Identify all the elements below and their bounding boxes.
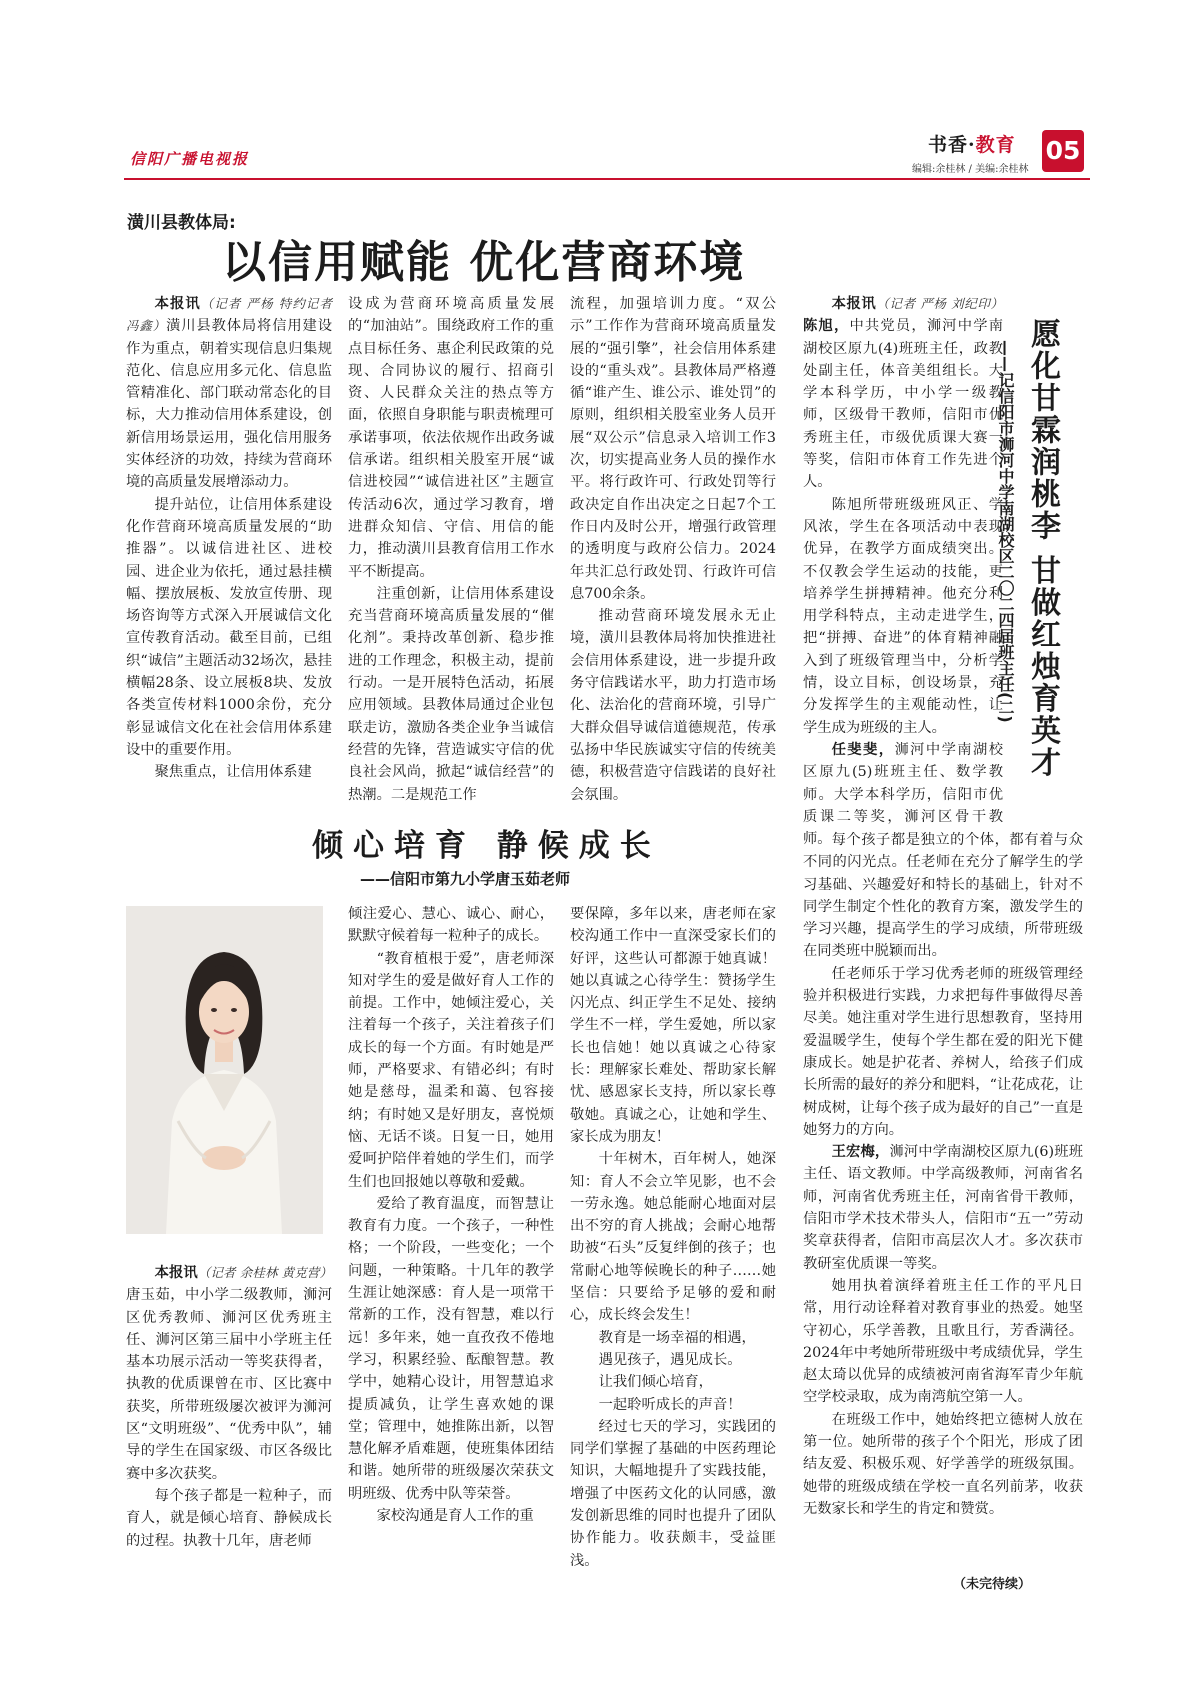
section-accent: 教育 [975, 134, 1016, 156]
portrait-illustration [126, 906, 323, 1234]
article1-paragraph: 设成为营商环境高质量发展的“加油站”。围绕政府工作的重点目标任务、惠企利民政策的兑现、合同协议的履行、招商引资、人民群众关注的热点等方面，依照自身职能与职责梳理可承诺事项，依法依规作出政务诚信承诺。组织相关股室开展“诚信进校园”“诚信进社区”主题宣传活动6次，通过学习教育，增进群众知信、守信、用信的能力，推动潢川县教育信用工作水平不断提高。 [348, 296, 554, 580]
teacher-name: 任斐斐， [831, 741, 895, 758]
to-be-continued: （未完待续） [953, 1577, 1032, 1592]
article2-text: 浉河中学南湖校区原九(5)班班主任、数学教师。大学本科学历，信阳市优质课二等奖，浉河区骨干教师。 [803, 741, 1003, 848]
article1-paragraph: 流程，加强培训力度。“双公示”工作作为营商环境高质量发展的“强引擎”，社会信用体系建设的“重头戏”。县教体局严格遵循“谁产生、谁公示、谁处罚”的原则，组织相关股室业务人员开展“双公示”信息录入培训工作3次，切实提高业务人员的操作水平。将行政许可、行政处罚等行政决定自作出决定之日起7个工作日内及时公开，增强行政管理的透明度与政府公信力。2024年共汇总行政处罚、行政许可信息700余条。 [570, 296, 776, 602]
article1-reporter: （记者 严杨 特约记者 冯鑫） [126, 296, 332, 334]
poem-line: 教育是一场幸福的相遇， [598, 1329, 756, 1346]
page-number-badge: 05 [1042, 130, 1084, 172]
article1-paragraph: 注重创新，让信用体系建设充当营商环境高质量发展的“催化剂”。秉持改革创新、稳步推进的工作理念，积极主动，提前行动。一是开展特色活动，拓展应用领域。县教体局通过企业包联走访，激励各类企业争当诚信经营的先锋，营造诚实守信的优良社会风尚，掀起“诚信经营”的热潮。二是规范工作 [348, 585, 554, 803]
article3-paragraph: 家校沟通是育人工作的重 [376, 1508, 534, 1525]
poem-line: 一起聆听成长的声音！ [598, 1396, 742, 1413]
article2-lead-paragraph [803, 293, 1003, 494]
paper-name: 信阳广播电视报 [130, 150, 250, 168]
article1-column-3 [570, 293, 776, 806]
article1-text: 潢川县教体局将信用建设作为重点，朝着实现信息归集规范化、信息应用多元化、信息监管精准化、部门联动常态化的目标，大力推动信用体系建设，创新信用场景运用，强化信用服务实体经济的功效，持续为营商环境的高质量发展增添动力。 [126, 318, 332, 491]
article3-paragraph: 每个孩子都是一粒种子，而育人，就是倾心培育、静候成长的过程。执教十几年，唐老师 [126, 1487, 332, 1549]
article2-paragraph [803, 1141, 1083, 1275]
section-name [928, 130, 1016, 157]
article1-kicker: 潢川县教体局: [127, 213, 236, 233]
article3-paragraph: 爱给了教育温度，而智慧让教育有力度。一个孩子，一种性格；一个阶段，一些变化；一个问题，一种策略。十几年的教学生涯让她深感：育人是一项常干常新的工作，没有智慧，难以行远！多年来，她一直孜孜不倦地学习，积累经验、酝酿智慧。教学中，她精心设计，用智慧追求提质减负，让学生喜欢她的课堂；管理中，她推陈出新，以智慧化解矛盾难题，使班集体团结和谐。她所带的班级屡次荣获文明班级、优秀中队等荣誉。 [348, 1195, 554, 1502]
article2-text: 浉河中学南湖校区原九(6)班班主任、语文教师。中学高级教师，河南省名师，河南省优秀班主任，河南省骨干教师，信阳市学术技术带头人，信阳市“五一”劳动奖章获得者，信阳市高层次人才。多次获市教研室优质课一等奖。 [803, 1144, 1083, 1272]
article1-lead: 本报讯 [154, 296, 201, 312]
article1-lead-paragraph [126, 293, 332, 494]
poem-line: 遇见孩子，遇见成长。 [598, 1351, 742, 1368]
section-prefix: 书香· [928, 134, 976, 156]
article2-paragraph: 陈旭所带班级班风正、学风浓，学生在各项活动中表现优异，在教学方面成绩突出。不仅教会学生运动的技能，更培养学生拼搏精神。他充分利用学科特点，主动走进学生，把“拼搏、奋进”的体育精神融入到了班级管理当中，分析学情，设立目标，创设场景，充分发挥学生的主观能动性，让学生成为班级的主人。 [803, 496, 1003, 736]
teacher-name: 王宏梅， [831, 1144, 890, 1161]
teacher-portrait-photo [126, 906, 323, 1234]
article2-reporter: （记者 严杨 刘纪印） [876, 296, 1004, 311]
article3-lead: 本报讯 [154, 1265, 198, 1281]
article3-subtitle: ——信阳市第九小学唐玉茹老师 [360, 870, 571, 888]
article3-paragraph: “教育植根于爱”，唐老师深知对学生的爱是做好育人工作的前提。工作中，她倾注爱心，关注着每一个孩子，关注着孩子们成长的每一个方面。有时她是严师，严格要求、有错必纠；有时她是慈母，温柔和蔼、包容接纳；有时她又是好朋友，喜悦烦恼、无话不谈。日复一日，她用爱呵护陪伴着她的学生们，而学生们也回报她以尊敬和爱戴。 [348, 950, 554, 1190]
article3-lead-paragraph [126, 1262, 332, 1485]
article1-paragraph: 提升站位，让信用体系建设化作营商环境高质量发展的“助推器”。以诚信进社区、进校园、进企业为依托，通过悬挂横幅、摆放展板、发放宣传册、现场咨询等方式深入开展诚信文化宣传教育活动。截至目前，已组织“诚信”主题活动32场次，悬挂横幅28条、设立展板8块、发放各类宣传材料1000余份，充分彰显诚信文化在社会信用体系建设中的重要作用。 [126, 496, 332, 758]
article3-column-3 [570, 903, 776, 1572]
article3-column-1 [126, 1262, 332, 1552]
article3-column-2 [348, 903, 554, 1527]
teacher-name: 陈旭， [803, 318, 850, 335]
article2-paragraph: 在班级工作中，她始终把立德树人放在第一位。她所带的孩子个个阳光，形成了团结友爱、积极乐观、好学善学的班级氛围。她带的班级成绩在学校一直名列前茅，收获无数家长和学生的肯定和赞赏。 [803, 1411, 1083, 1517]
article2-column-top [803, 293, 1003, 850]
article3-paragraph: 经过七天的学习，实践团的同学们掌握了基础的中医药理论知识，大幅地提升了实践技能，增强了中医药文化的认同感，激发创新思维的同时也提升了团队协作能力。收获颇丰，受益匪浅。 [570, 1418, 776, 1569]
article2-paragraph: 她用执着演绎着班主任工作的平凡日常，用行动诠释着对教育事业的热爱。她坚守初心，乐学善教，且歌且行，芳香满径。2024年中考她所带班级中考成绩优异，学生赵太琦以优异的成绩被河南省海军青少年航空学校录取，成为南湾航空第一人。 [803, 1277, 1083, 1406]
article3-text: 唐玉茹，中小学二级教师，浉河区优秀教师、浉河区优秀班主任、浉河区第三届中小学班主任基本功展示活动一等奖获得者，执教的优质课曾在市、区比赛中获奖，所带班级屡次被评为浉河区“文明班级”、“优秀中队”，辅导的学生在国家级、市区各级比赛中多次获奖。 [126, 1287, 332, 1482]
article2-paragraph: 任老师乐于学习优秀老师的班级管理经验并积极进行实践，力求把每件事做得尽善尽美。她注重对学生进行思想教育，坚持用爱温暖学生，使每个学生都在爱的阳光下健康成长。她是护花者、养树人，给孩子们成长所需的最好的养分和肥料，“让花成花，让树成树，让每个孩子成为最好的自己”一直是她努力的方向。 [803, 965, 1083, 1138]
editors-line: 编辑:余桂林 / 美编:余桂林 [912, 164, 1029, 175]
article3-poem [570, 1327, 776, 1416]
article2-title: 愿化甘霖润桃李 甘做红烛育英才 [1025, 318, 1060, 779]
article1-column-1 [126, 293, 332, 784]
article1-paragraph: 推动营商环境发展永无止境，潢川县教体局将加快推进社会信用体系建设，进一步提升政务守信践诺水平，助力打造市场化、法治化的营商环境，引导广大群众倡导诚信道德规范，传承弘扬中华民族诚实守信的传统美德，积极营造守信践诺的良好社会氛围。 [570, 608, 776, 803]
article1-column-2 [348, 293, 554, 806]
article2-subtitle: ——记信阳市浉河中学南湖校区二〇二四届班主任(二) [996, 340, 1015, 723]
article3-paragraph: 十年树木，百年树人，她深知：育人不会立竿见影，也不会一劳永逸。她总能耐心地面对层出不穷的育人挑战；会耐心地帮助被“石头”反复绊倒的孩子；也常耐心地等候晚长的种子……她坚信：只要给予足够的爱和耐心，成长终会发生！ [570, 1151, 776, 1324]
article1-paragraph: 聚焦重点，让信用体系建 [154, 764, 312, 781]
article2-lead: 本报讯 [831, 296, 877, 312]
poem-line: 让我们倾心培育， [598, 1374, 713, 1391]
article1-title: 以信用赋能 优化营商环境 [222, 237, 746, 288]
article2-column-bottom [803, 829, 1083, 1520]
article3-title: 倾心培育 静候成长 [312, 828, 661, 864]
article3-paragraph: 倾注爱心、慧心、诚心、耐心，默默守候着每一粒种子的成长。 [348, 906, 554, 945]
article2-text: 中共党员，浉河中学南湖校区原九(4)班班主任，政教处副主任，体音美组组长。大学本科学历，中小学一级教师，区级骨干教师，信阳市优秀班主任，市级优质课大赛一等奖，信阳市体育工作先进个人。 [803, 318, 1004, 491]
article2-paragraph: 每个孩子都是独立的个体，都有着与众不同的闪光点。任老师在充分了解学生的学习基础、兴趣爱好和特长的基础上，针对不同学生制定个性化的教育方案，激发学生的学习兴趣，提高学生的学习成绩，所带班级在同类班中脱颖而出。 [803, 832, 1083, 960]
article3-reporter: （记者 余桂林 黄克营） [197, 1265, 333, 1280]
masthead-rule [124, 178, 1090, 180]
article3-paragraph: 要保障，多年以来，唐老师在家校沟通工作中一直深受家长们的好评，这些认可都源于她真诚！她以真诚之心待学生：赞扬学生闪光点、纠正学生不足处、接纳学生不一样，学生爱她，所以家长也信她！她以真诚之心待家长：理解家长难处、帮助家长解忧、感恩家长支持，所以家长尊敬她。真诚之心，让她和学生、家长成为朋友！ [570, 906, 776, 1145]
